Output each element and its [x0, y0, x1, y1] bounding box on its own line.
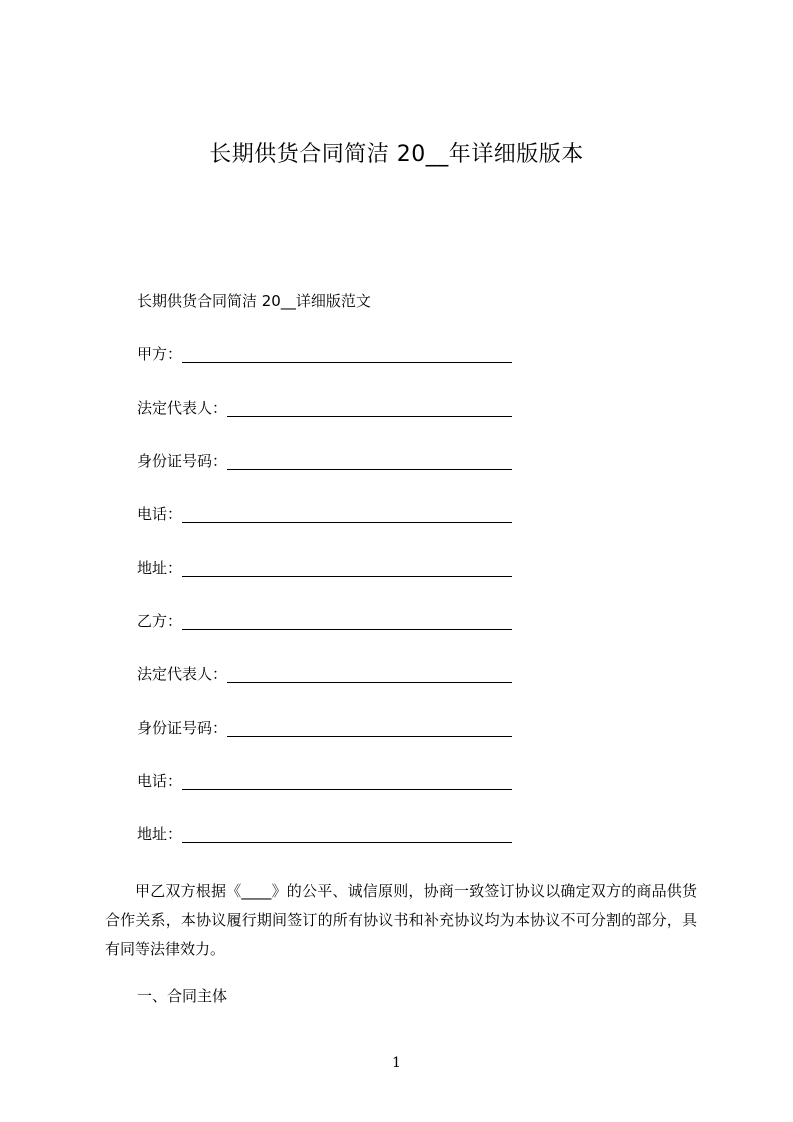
- page-number: 1: [392, 1055, 401, 1071]
- party-a-address-label: 地址：: [137, 559, 183, 577]
- party-a-label: 甲方：: [137, 345, 183, 363]
- party-a-id-number-field: [137, 450, 512, 472]
- party-b-id-number-field: [137, 717, 512, 739]
- party-a-legal-rep-blank-line: [227, 400, 512, 417]
- party-b-label: 乙方：: [137, 612, 183, 630]
- party-b-id-number-blank-line: [227, 720, 512, 737]
- party-a-phone-field: [137, 503, 512, 525]
- party-a-id-number-blank-line: [227, 453, 512, 470]
- party-b-blank-line: [182, 613, 512, 630]
- document-title: 长期供货合同简洁 20__年详细版版本: [209, 142, 584, 167]
- section-heading: 一、合同主体: [137, 987, 228, 1005]
- party-b-phone-label: 电话：: [137, 772, 183, 790]
- preamble-paragraph: 甲乙双方根据《____》的公平、诚信原则，协商一致签订协议以确定双方的商品供货合作关系，本协议履行期间签订的所有协议书和补充协议均为本协议不可分割的部分，具有同等法律效力。: [105, 882, 697, 958]
- party-a-field: [137, 343, 512, 365]
- party-a-legal-rep-label: 法定代表人：: [137, 399, 228, 417]
- party-b-address-field: [137, 823, 512, 845]
- party-a-phone-label: 电话：: [137, 505, 183, 523]
- party-a-legal-rep-field: [137, 397, 512, 419]
- party-b-id-number-label: 身份证号码：: [137, 719, 228, 737]
- party-a-blank-line: [182, 346, 512, 363]
- document-subtitle: 长期供货合同简洁 20__详细版范文: [137, 292, 371, 310]
- party-a-address-field: [137, 557, 512, 579]
- party-a-phone-blank-line: [182, 506, 512, 523]
- party-a-address-blank-line: [182, 560, 512, 577]
- party-b-address-label: 地址：: [137, 825, 183, 843]
- party-b-phone-field: [137, 770, 512, 792]
- party-b-legal-rep-label: 法定代表人：: [137, 665, 228, 683]
- party-b-address-blank-line: [182, 826, 512, 843]
- party-b-legal-rep-field: [137, 663, 512, 685]
- party-a-id-number-label: 身份证号码：: [137, 452, 228, 470]
- party-b-phone-blank-line: [182, 773, 512, 790]
- party-b-field: [137, 610, 512, 632]
- party-b-legal-rep-blank-line: [227, 666, 512, 683]
